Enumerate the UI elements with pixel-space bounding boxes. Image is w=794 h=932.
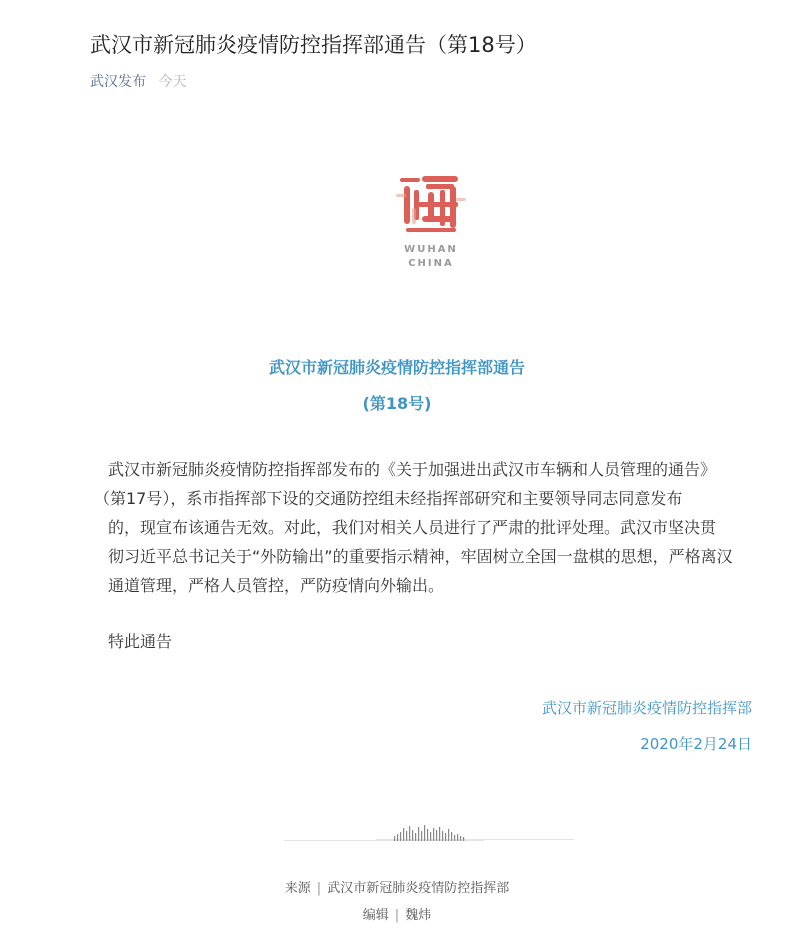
notice-sign-date: 2020年2月24日 (640, 735, 752, 753)
source-value: 武汉市新冠肺炎疫情防控指挥部 (327, 881, 510, 896)
notice-body-line: 通道管理，严格人员管控，严防疫情向外输出。 (108, 576, 445, 595)
notice-body-line: 武汉市新冠肺炎疫情防控指挥部发布的《关于加强进出武汉市车辆和人员管理的通告》 (108, 460, 717, 479)
wuhan-seal-icon (392, 172, 470, 272)
notice-body-line: 彻习近平总书记关于“外防输出”的重要指示精神，牢固树立全国一盘棋的思想，严格离汉 (108, 547, 733, 566)
notice-closing: 特此通告 (108, 632, 173, 651)
audio-waveform-divider (284, 822, 574, 846)
editor-value: 魏炜 (405, 908, 432, 923)
publish-date: 今天 (158, 74, 187, 90)
editor-credit: 编辑 | 魏炜 (362, 908, 432, 923)
notice-body-line: 的，现宣布该通告无效。对此，我们对相关人员进行了严肃的批评处理。武汉市坚决贯 (108, 518, 717, 537)
article-title: 武汉市新冠肺炎疫情防控指挥部通告（第18号） (90, 33, 537, 57)
article-meta (90, 72, 186, 92)
notice-number: (第18号) (362, 394, 432, 413)
notice-title: 武汉市新冠肺炎疫情防控指挥部通告 (268, 358, 525, 377)
notice-signature: 武汉市新冠肺炎疫情防控指挥部 (541, 699, 752, 717)
notice-body-line: （第17号），系市指挥部下设的交通防控组未经指挥部研究和主要领导同志同意发布 (94, 489, 683, 508)
logo-text-china: CHINA (408, 258, 454, 269)
logo-text-wuhan: WUHAN (404, 244, 458, 255)
account-name-link[interactable]: 武汉发布 (90, 74, 146, 90)
source-label: 来源 (284, 881, 311, 896)
source-credit: 来源 | 武汉市新冠肺炎疫情防控指挥部 (284, 881, 510, 896)
editor-label: 编辑 (362, 908, 389, 923)
